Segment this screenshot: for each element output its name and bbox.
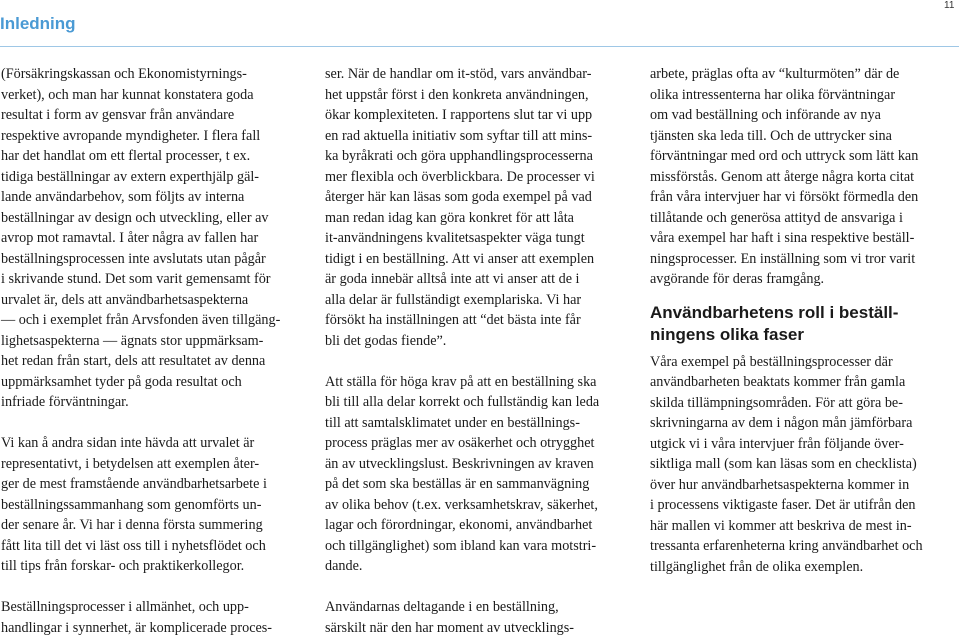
- text-line: och tillgänglighet) som ibland kan vara motstri-: [325, 536, 599, 557]
- text-line: är goda innebär alltså inte att vi anser att de i: [325, 269, 599, 290]
- text-line: än av utvecklingslust. Beskrivningen av kraven: [325, 454, 599, 475]
- paragraph-spacer: [1, 413, 280, 434]
- text-line: tillåtande och generösa attityd de ansvariga i: [650, 208, 923, 229]
- subheading-line: Användbarhetens roll i beställ-: [650, 302, 923, 324]
- text-line: representativt, i betydelsen att exemplen åter-: [1, 454, 280, 475]
- text-line: handlingar i synnerhet, är komplicerade proces-: [1, 618, 280, 638]
- text-line: användbarheten beaktats kommer från gamla: [650, 372, 923, 393]
- section-title: Inledning: [0, 14, 76, 34]
- text-line: tillgänglighet från de olika exemplen.: [650, 557, 923, 578]
- text-line: Vi kan å andra sidan inte hävda att urvalet är: [1, 433, 280, 454]
- text-line: skrivningarna av dem i någon mån jämförbara: [650, 413, 923, 434]
- paragraph-spacer: [325, 351, 599, 372]
- text-column-1: [1, 64, 280, 638]
- text-line: tidiga beställningar av extern experthjälp gäl-: [1, 167, 280, 188]
- text-line: — och i exemplet från Arvsfonden även tillgäng-: [1, 310, 280, 331]
- text-line: lande användarbehov, som följts av interna: [1, 187, 280, 208]
- text-line: arbete, präglas ofta av “kulturmöten” där de: [650, 64, 923, 85]
- text-line: verket), och man har kunnat konstatera goda: [1, 85, 280, 106]
- text-line: om vad beställning och införande av nya: [650, 105, 923, 126]
- text-line: särskilt när den har moment av utvecklings-: [325, 618, 599, 638]
- text-line: missförstås. Genom att återge några korta citat: [650, 167, 923, 188]
- text-line: bli det godas fiende”.: [325, 331, 599, 352]
- paragraph-spacer: [650, 290, 923, 302]
- subheading-line: ningens olika faser: [650, 324, 923, 346]
- text-line: dande.: [325, 556, 599, 577]
- text-line: fått lita till det vi läst oss till i nyhetsflödet och: [1, 536, 280, 557]
- text-line: en rad aktuella initiativ som syftar till att mins-: [325, 126, 599, 147]
- text-line: ökar komplexiteten. I rapportens slut tar vi upp: [325, 105, 599, 126]
- text-line: från våra intervjuer har vi försökt förmedla den: [650, 187, 923, 208]
- text-column-2: [325, 64, 599, 638]
- text-line: Att ställa för höga krav på att en beställning ska: [325, 372, 599, 393]
- text-line: tidigt i en beställning. Att vi anser att exemplen: [325, 249, 599, 270]
- text-line: siktliga mall (som kan läsas som en checklista): [650, 454, 923, 475]
- text-line: avgörande för deras framgång.: [650, 269, 923, 290]
- text-line: process präglas mer av osäkerhet och otrygghet: [325, 433, 599, 454]
- text-line: tjänsten ska leda till. Och de uttrycker sina: [650, 126, 923, 147]
- text-line: i skrivande stund. Det som varit gemensamt för: [1, 269, 280, 290]
- text-line: skilda tillämpningsområden. För att göra be-: [650, 393, 923, 414]
- text-line: infriade förväntningar.: [1, 392, 280, 413]
- text-line: respektive avropande myndigheter. I flera fall: [1, 126, 280, 147]
- text-line: tressanta erfarenheterna kring användbarhet och: [650, 536, 923, 557]
- text-line: har det handlat om ett flertal processer, t ex.: [1, 146, 280, 167]
- text-line: resultat i form av gensvar från användare: [1, 105, 280, 126]
- text-line: alla delar är fullständigt exemplariska. Vi har: [325, 290, 599, 311]
- text-line: mer flexibla och överblickbara. De processer vi: [325, 167, 599, 188]
- text-line: man redan idag kan göra konkret för att låta: [325, 208, 599, 229]
- text-line: lagar och förordningar, ekonomi, användbarhet: [325, 515, 599, 536]
- text-line: olika intressenterna har olika förväntningar: [650, 85, 923, 106]
- text-line: i processens viktigaste faser. Det är utifrån den: [650, 495, 923, 516]
- text-line: till tips från forskar- och praktikerkollegor.: [1, 556, 280, 577]
- text-line: het uppstår först i den konkreta användningen,: [325, 85, 599, 106]
- text-column-3: [650, 64, 923, 577]
- text-line: utgick vi i våra intervjuer från följande över-: [650, 434, 923, 455]
- text-line: beställningar av design och utveckling, eller av: [1, 208, 280, 229]
- text-line: återger här kan läsas som goda exempel på vad: [325, 187, 599, 208]
- text-line: beställningssammanhang som genomförts un-: [1, 495, 280, 516]
- text-line: (Försäkringskassan och Ekonomistyrnings-: [1, 64, 280, 85]
- text-line: der senare år. Vi har i denna första summering: [1, 515, 280, 536]
- text-line: försökt ha inställningen att “det bästa inte får: [325, 310, 599, 331]
- text-line: lighetsaspekterna — ägnats stor uppmärksam-: [1, 331, 280, 352]
- text-line: Beställningsprocesser i allmänhet, och upp-: [1, 597, 280, 618]
- text-line: Användarnas deltagande i en beställning,: [325, 597, 599, 618]
- page-number: 11: [944, 0, 954, 11]
- text-line: avrop mot ramavtal. I åter några av fallen har: [1, 228, 280, 249]
- text-line: ka byråkrati och göra upphandlingsprocesserna: [325, 146, 599, 167]
- text-line: uppmärksamhet tyder på goda resultat och: [1, 372, 280, 393]
- text-line: över hur användbarhetsaspekterna kommer in: [650, 475, 923, 496]
- paragraph-spacer: [1, 577, 280, 598]
- text-line: förväntningar med ord och uttryck som lätt kan: [650, 146, 923, 167]
- text-line: här mallen vi kommer att beskriva de mest in-: [650, 516, 923, 537]
- header-divider: [0, 46, 959, 47]
- text-line: på det som ska beställas är en sammanvägning: [325, 474, 599, 495]
- text-line: våra exempel har haft i sina respektive beställ-: [650, 228, 923, 249]
- text-line: urvalet är, dels att användbarhetsaspekterna: [1, 290, 280, 311]
- text-line: beställningsprocessen inte avslutats utan pågår: [1, 249, 280, 270]
- text-line: it-användningens kvalitetsaspekter väga tungt: [325, 228, 599, 249]
- text-line: bli till alla delar korrekt och fullständig kan leda: [325, 392, 599, 413]
- text-line: av olika behov (t.ex. verksamhetskrav, säkerhet,: [325, 495, 599, 516]
- text-line: Våra exempel på beställningsprocesser där: [650, 352, 923, 373]
- text-line: het redan från start, dels att resultatet av denna: [1, 351, 280, 372]
- text-line: ningsprocesser. En inställning som vi tror varit: [650, 249, 923, 270]
- text-line: till att samtalsklimatet under en beställnings-: [325, 413, 599, 434]
- text-line: ger de mest framstående användbarhetsarbete i: [1, 474, 280, 495]
- text-line: ser. När de handlar om it-stöd, vars användbar-: [325, 64, 599, 85]
- paragraph-spacer: [325, 577, 599, 598]
